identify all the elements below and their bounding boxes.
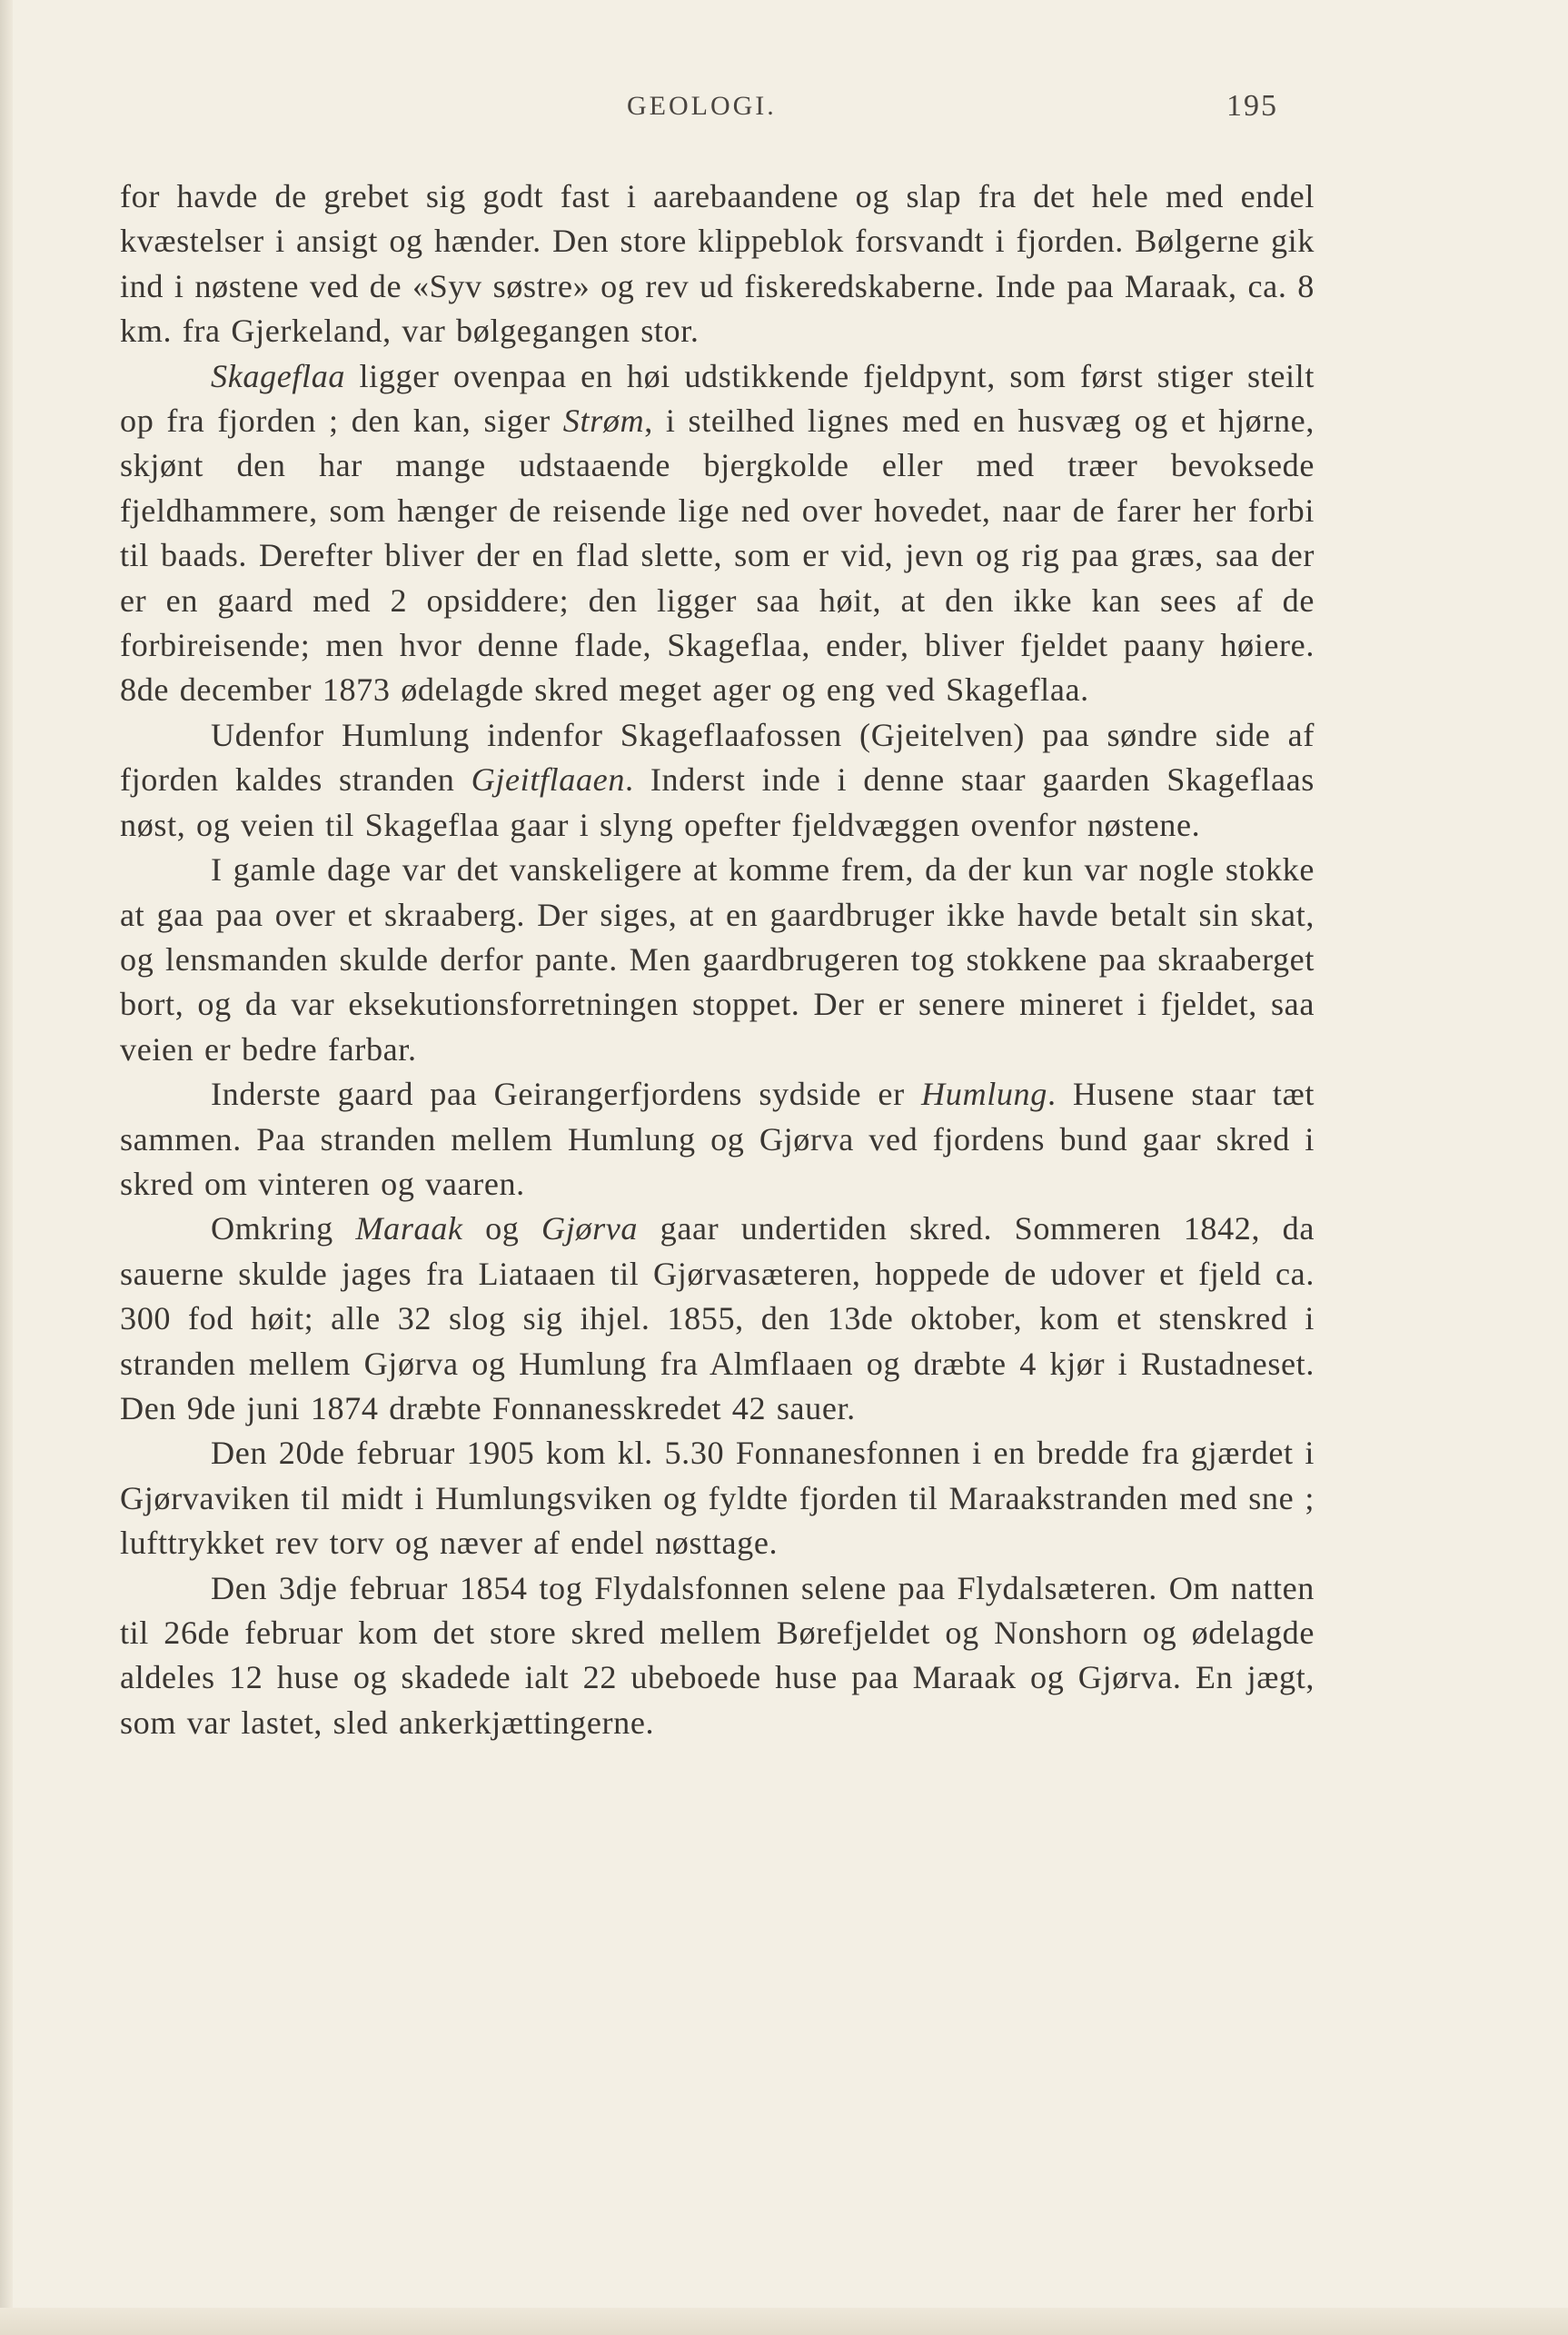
text-run: gaar undertiden skred. Sommeren 1842, da sauerne skulde jages fra Liataaen til Gjørvasæteren, hoppede de udover et fjeld ca. 300 fod høit; alle 32 slog sig ihjel. 1855, den 13de oktober, kom et stenskred i stranden mellem Gjørva og Humlung fra Almflaaen og dræbte 4 kjør i Rustadneset. Den 9de juni 1874 dræbte Fonnanesskredet 42 sauer. [120, 1210, 1315, 1426]
italic-term: Humlung [921, 1076, 1047, 1113]
text-run: og [462, 1210, 541, 1247]
text-run: Omkring [211, 1210, 356, 1247]
body-text [120, 174, 1315, 1745]
text-run: . Husene staar tæt sammen. Paa stranden mellem Humlung og Gjørva ved fjordens bund gaar skred i skred om vinteren og vaaren. [120, 1076, 1315, 1202]
paragraph [120, 354, 1315, 713]
page-bottom-edge [0, 2308, 1568, 2335]
text-run: Den 20de februar 1905 kom kl. 5.30 Fonnanesfonnen i en bredde fra gjærdet i Gjørvaviken til midt i Humlungsviken og fyldte fjorden til Maraakstranden med sne ; lufttrykket rev torv og næver af endel nøsttage. [120, 1435, 1315, 1562]
italic-term: Gjørva [541, 1210, 639, 1247]
page-header [0, 91, 1568, 136]
paragraph [120, 1566, 1315, 1746]
running-head: GEOLOGI. [627, 91, 777, 121]
italic-term: Maraak [355, 1210, 463, 1247]
text-run: for havde de grebet sig godt fast i aarebaandene og slap fra det hele med endel kvæstelser i ansigt og hænder. Den store klippeblok forsvandt i fjorden. Bølgerne gik ind i nøstene ved de «Syv søstre» og rev ud fiskeredskaberne. Inde paa Maraak, ca. 8 km. fra Gjerkeland, var bølgegangen stor. [120, 178, 1315, 350]
paragraph [120, 1431, 1315, 1565]
text-run: Udenfor Humlung indenfor Skageflaafossen (Gjeitelven) paa søndre side af fjorden kaldes stranden [120, 716, 1315, 799]
page-number: 195 [1226, 89, 1278, 123]
paragraph [120, 713, 1315, 848]
paragraph [120, 1207, 1315, 1431]
text-run: Den 3dje februar 1854 tog Flydalsfonnen selene paa Flydalsæteren. Om natten til 26de februar kom det store skred mellem Børefjeldet og Nonshorn og ødelagde aldeles 12 huse og skadede ialt 22 ubeboede huse paa Maraak og Gjørva. En jægt, som var lastet, sled ankerkjættingerne. [120, 1569, 1315, 1741]
italic-term: Gjeitflaaen [471, 761, 626, 799]
text-run: , i steilhed lignes med en husvæg og et hjørne, skjønt den har mange udstaaende bjergkolde eller med træer bevoksede fjeldhammere, som hænger de reisende lige ned over hovedet, naar de farer her forbi til baads. Derefter bliver der en flad slette, som er vid, jevn og rig paa græs, saa der er en gaard med 2 opsiddere; den ligger saa høit, at den ikke kan sees af de forbireisende; men hvor denne flade, Skageflaa, ender, bliver fjeldet paany høiere. 8de december 1873 ødelagde skred meget ager og eng ved Skageflaa. [120, 402, 1315, 709]
page-edge [0, 0, 13, 2335]
paragraph [120, 1072, 1315, 1207]
paragraph [120, 174, 1315, 354]
text-run: I gamle dage var det vanskeligere at komme frem, da der kun var nogle stokke at gaa paa over et skraaberg. Der siges, at en gaardbruger ikke havde betalt sin skat, og lensmanden skulde derfor pante. Men gaardbrugeren tog stokkene paa skraaberget bort, og da var eksekutionsforretningen stoppet. Der er senere mineret i fjeldet, saa veien er bedre farbar. [120, 851, 1315, 1068]
text-run: . Inderst inde i denne staar gaarden Skageflaas nøst, og veien til Skageflaa gaar i slyng opefter fjeldvæggen ovenfor nøstene. [120, 761, 1315, 843]
italic-term: Skageflaa [211, 357, 346, 394]
italic-term: Strøm [562, 402, 645, 440]
paragraph [120, 848, 1315, 1072]
text-run: ligger ovenpaa en høi udstikkende fjeldpynt, som først stiger steilt op fra fjorden ; den kan, siger [120, 357, 1315, 440]
text-run: Inderste gaard paa Geirangerfjordens sydside er [211, 1076, 922, 1113]
